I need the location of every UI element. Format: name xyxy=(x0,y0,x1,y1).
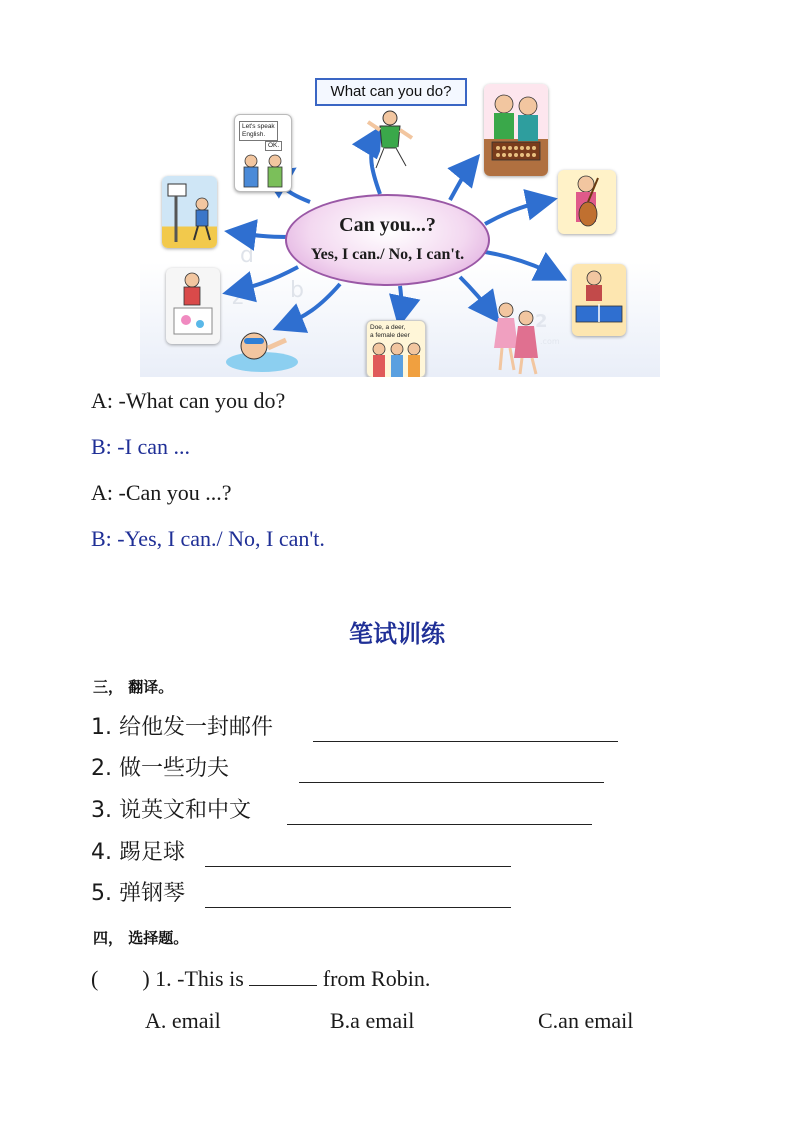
dialogue-line-1 xyxy=(91,388,285,414)
translation-item-5 xyxy=(91,880,631,910)
answer-blank[interactable] xyxy=(299,782,604,783)
question-blank[interactable] xyxy=(249,967,317,986)
dialogue-text: -Yes, I can./ No, I can't. xyxy=(117,526,325,551)
kungfu-picture xyxy=(362,108,418,174)
drawing-picture xyxy=(166,268,220,344)
speaker-label: B: xyxy=(91,526,112,551)
question-text-after: from Robin. xyxy=(322,966,431,991)
ping-pong-picture xyxy=(572,264,626,336)
item-text: 说英文和中文 xyxy=(119,798,252,823)
pipa-picture xyxy=(558,170,616,234)
section-title: 笔试训练 xyxy=(349,619,445,648)
svg-text:.com: .com xyxy=(540,337,560,346)
mind-map-illustration xyxy=(140,72,660,377)
dialogue-text: -What can you do? xyxy=(118,388,286,413)
speak-english-picture xyxy=(234,114,292,192)
answer-blank[interactable] xyxy=(313,741,618,742)
translation-item-4 xyxy=(91,839,631,869)
center-answer: Yes, I can./ No, I can't. xyxy=(310,246,465,263)
dialogue-line-3 xyxy=(91,480,232,506)
part3-label: 三， 翻译。 xyxy=(93,678,174,696)
speech-line: Let's speak xyxy=(242,123,275,130)
question-1 xyxy=(91,966,511,994)
item-number: 2. xyxy=(91,756,112,781)
svg-text:2: 2 xyxy=(535,311,548,332)
speaker-label: B: xyxy=(91,434,112,459)
swimming-picture xyxy=(224,318,300,374)
svg-text:z: z xyxy=(232,285,244,310)
svg-text:b: b xyxy=(290,278,304,303)
dancing-picture xyxy=(488,298,546,376)
answer-blank[interactable] xyxy=(287,824,592,825)
item-number: 5. xyxy=(91,881,112,906)
item-text: 做一些功夫 xyxy=(119,756,230,781)
item-text: 踢足球 xyxy=(119,840,186,865)
dialogue-line-2 xyxy=(91,434,190,460)
translation-item-1 xyxy=(91,714,631,744)
translation-item-3 xyxy=(91,797,631,827)
speech-ok: OK. xyxy=(265,141,282,151)
center-bubble xyxy=(285,194,490,286)
item-number: 4. xyxy=(91,840,112,865)
option-b[interactable]: B.a email xyxy=(330,1008,415,1033)
option-a[interactable]: A. email xyxy=(145,1008,221,1033)
dialogue-line-4 xyxy=(91,526,325,552)
speech-line: a female deer xyxy=(370,332,410,339)
singing-picture xyxy=(366,320,426,377)
answer-paren[interactable]: ( ) xyxy=(91,966,150,991)
speech-line: English. xyxy=(242,131,266,138)
option-c[interactable]: C.an email xyxy=(538,1008,634,1033)
dialogue-text: -Can you ...? xyxy=(118,480,232,505)
caption-box: What can you do? xyxy=(315,78,467,106)
item-text: 弹钢琴 xyxy=(119,881,186,906)
item-number: 1. xyxy=(91,715,112,740)
item-number: 3. xyxy=(91,798,112,823)
center-question: Can you...? xyxy=(339,214,436,236)
basketball-picture xyxy=(162,176,217,248)
speaker-label: A: xyxy=(91,388,113,413)
abacus-picture xyxy=(484,84,548,176)
dialogue-text: -I can ... xyxy=(117,434,190,459)
question-text-before: -This is xyxy=(177,966,244,991)
speaker-label: A: xyxy=(91,480,113,505)
question-number: 1. xyxy=(155,966,172,991)
svg-text:d: d xyxy=(240,243,254,268)
speech-line: Doe, a deer, xyxy=(370,324,406,331)
translation-item-2 xyxy=(91,755,631,785)
part4-label: 四， 选择题。 xyxy=(93,929,189,947)
answer-blank[interactable] xyxy=(205,907,511,908)
answer-blank[interactable] xyxy=(205,866,511,867)
item-text: 给他发一封邮件 xyxy=(119,715,274,740)
